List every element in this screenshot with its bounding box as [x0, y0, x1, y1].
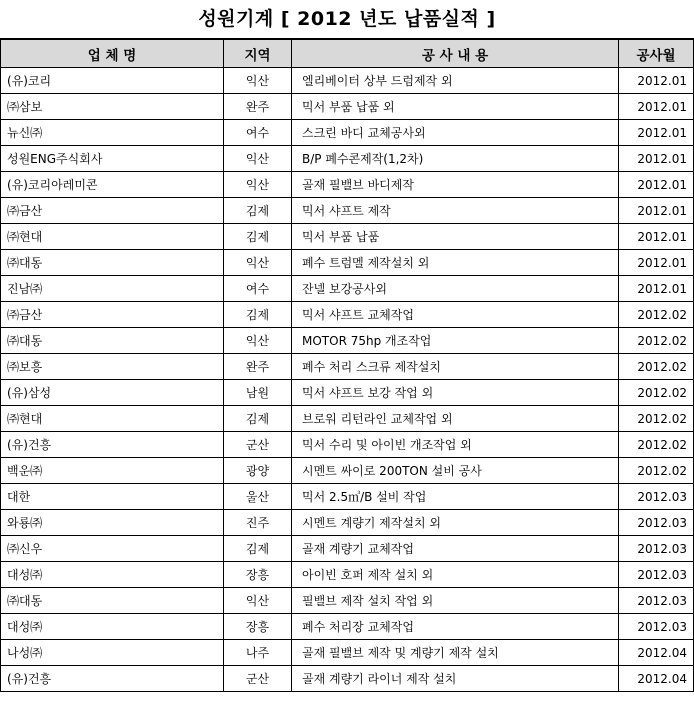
cell-region: 김제	[224, 536, 292, 562]
cell-region: 익산	[224, 68, 292, 94]
cell-region: 익산	[224, 250, 292, 276]
cell-month: 2012.01	[619, 250, 694, 276]
cell-company: ㈜삼보	[1, 94, 224, 120]
table-header-row	[1, 39, 694, 68]
cell-company: ㈜금산	[1, 198, 224, 224]
cell-month: 2012.02	[619, 432, 694, 458]
cell-company: (유)건흥	[1, 666, 224, 692]
cell-work: 폐수 처리장 교체작업	[292, 614, 619, 640]
cell-company: 성원ENG주식회사	[1, 146, 224, 172]
cell-work: 스크린 바디 교체공사외	[292, 120, 619, 146]
cell-month: 2012.04	[619, 666, 694, 692]
delivery-record-table	[0, 38, 694, 692]
cell-work: 잔넬 보강공사외	[292, 276, 619, 302]
column-header-company: 업 체 명	[1, 39, 224, 68]
cell-work: 믹서 수리 및 아이빈 개조작업 외	[292, 432, 619, 458]
cell-region: 익산	[224, 172, 292, 198]
cell-region: 완주	[224, 354, 292, 380]
cell-region: 장흥	[224, 614, 292, 640]
cell-work: 시멘트 계량기 제작설치 외	[292, 510, 619, 536]
cell-region: 익산	[224, 588, 292, 614]
cell-company: (유)삼성	[1, 380, 224, 406]
cell-region: 나주	[224, 640, 292, 666]
table-row	[1, 380, 694, 406]
cell-company: 대성㈜	[1, 562, 224, 588]
cell-company: ㈜대동	[1, 588, 224, 614]
cell-company: 뉴신㈜	[1, 120, 224, 146]
cell-work: 믹서 샤프트 교체작업	[292, 302, 619, 328]
cell-region: 여수	[224, 120, 292, 146]
table-row	[1, 68, 694, 94]
cell-work: 필밸브 제작 설치 작업 외	[292, 588, 619, 614]
cell-month: 2012.02	[619, 328, 694, 354]
cell-company: ㈜신우	[1, 536, 224, 562]
cell-work: 골재 계량기 라이너 제작 설치	[292, 666, 619, 692]
cell-company: 나성㈜	[1, 640, 224, 666]
cell-month: 2012.02	[619, 354, 694, 380]
cell-month: 2012.01	[619, 224, 694, 250]
cell-region: 김제	[224, 224, 292, 250]
cell-company: ㈜보흥	[1, 354, 224, 380]
cell-region: 남원	[224, 380, 292, 406]
cell-region: 울산	[224, 484, 292, 510]
table-row	[1, 250, 694, 276]
cell-month: 2012.03	[619, 614, 694, 640]
cell-work: 믹서 부품 납품	[292, 224, 619, 250]
table-row	[1, 172, 694, 198]
cell-company: 대한	[1, 484, 224, 510]
cell-work: 엘리베이터 상부 드럼제작 외	[292, 68, 619, 94]
cell-month: 2012.01	[619, 68, 694, 94]
column-header-work: 공 사 내 용	[292, 39, 619, 68]
cell-month: 2012.02	[619, 302, 694, 328]
table-row	[1, 666, 694, 692]
cell-month: 2012.03	[619, 484, 694, 510]
table-row	[1, 510, 694, 536]
table-row	[1, 614, 694, 640]
cell-month: 2012.01	[619, 94, 694, 120]
cell-region: 김제	[224, 406, 292, 432]
table-body	[1, 68, 694, 692]
cell-month: 2012.03	[619, 510, 694, 536]
cell-work: 골재 필밸브 바디제작	[292, 172, 619, 198]
cell-company: ㈜현대	[1, 406, 224, 432]
cell-work: 폐수 처리 스크류 제작설치	[292, 354, 619, 380]
cell-region: 익산	[224, 146, 292, 172]
table-row	[1, 536, 694, 562]
cell-company: 백운㈜	[1, 458, 224, 484]
document-title: 성원기계 [ 2012 년도 납품실적 ]	[198, 8, 496, 30]
cell-month: 2012.03	[619, 536, 694, 562]
cell-work: MOTOR 75hp 개조작업	[292, 328, 619, 354]
cell-work: 브로워 리턴라인 교체작업 외	[292, 406, 619, 432]
table-row	[1, 94, 694, 120]
table-row	[1, 224, 694, 250]
cell-work: 믹서 2.5㎥/B 설비 작업	[292, 484, 619, 510]
cell-region: 광양	[224, 458, 292, 484]
cell-company: ㈜현대	[1, 224, 224, 250]
cell-month: 2012.01	[619, 172, 694, 198]
cell-month: 2012.02	[619, 406, 694, 432]
cell-work: 믹서 샤프트 보강 작업 외	[292, 380, 619, 406]
table-row	[1, 562, 694, 588]
cell-month: 2012.01	[619, 120, 694, 146]
table-row	[1, 354, 694, 380]
cell-work: B/P 폐수콘제작(1,2차)	[292, 146, 619, 172]
cell-month: 2012.02	[619, 458, 694, 484]
cell-company: ㈜대동	[1, 328, 224, 354]
column-header-month: 공사월	[619, 39, 694, 68]
table-row	[1, 588, 694, 614]
table-row	[1, 198, 694, 224]
cell-month: 2012.02	[619, 380, 694, 406]
cell-region: 진주	[224, 510, 292, 536]
cell-region: 장흥	[224, 562, 292, 588]
cell-region: 익산	[224, 328, 292, 354]
cell-company: ㈜금산	[1, 302, 224, 328]
table-row	[1, 640, 694, 666]
cell-work: 골재 필밸브 제작 및 계량기 제작 설치	[292, 640, 619, 666]
cell-company: (유)코리아레미콘	[1, 172, 224, 198]
cell-region: 완주	[224, 94, 292, 120]
cell-region: 군산	[224, 432, 292, 458]
cell-work: 시멘트 싸이로 200TON 설비 공사	[292, 458, 619, 484]
cell-region: 여수	[224, 276, 292, 302]
table-row	[1, 302, 694, 328]
column-header-region: 지역	[224, 39, 292, 68]
cell-company: (유)코리	[1, 68, 224, 94]
cell-work: 폐수 트럼멜 제작설치 외	[292, 250, 619, 276]
cell-company: 와룡㈜	[1, 510, 224, 536]
cell-company: ㈜대동	[1, 250, 224, 276]
cell-work: 믹서 부품 납품 외	[292, 94, 619, 120]
cell-work: 골재 계량기 교체작업	[292, 536, 619, 562]
table-row	[1, 432, 694, 458]
cell-region: 군산	[224, 666, 292, 692]
cell-work: 믹서 샤프트 제작	[292, 198, 619, 224]
table-row	[1, 276, 694, 302]
cell-company: (유)건흥	[1, 432, 224, 458]
cell-work: 아이빈 호퍼 제작 설치 외	[292, 562, 619, 588]
cell-month: 2012.03	[619, 588, 694, 614]
table-row	[1, 406, 694, 432]
cell-month: 2012.03	[619, 562, 694, 588]
table-row	[1, 458, 694, 484]
table-row	[1, 328, 694, 354]
cell-month: 2012.01	[619, 276, 694, 302]
table-row	[1, 120, 694, 146]
cell-region: 김제	[224, 198, 292, 224]
table-row	[1, 146, 694, 172]
cell-company: 대성㈜	[1, 614, 224, 640]
cell-company: 진남㈜	[1, 276, 224, 302]
table-row	[1, 484, 694, 510]
cell-region: 김제	[224, 302, 292, 328]
cell-month: 2012.01	[619, 198, 694, 224]
cell-month: 2012.04	[619, 640, 694, 666]
cell-month: 2012.01	[619, 146, 694, 172]
